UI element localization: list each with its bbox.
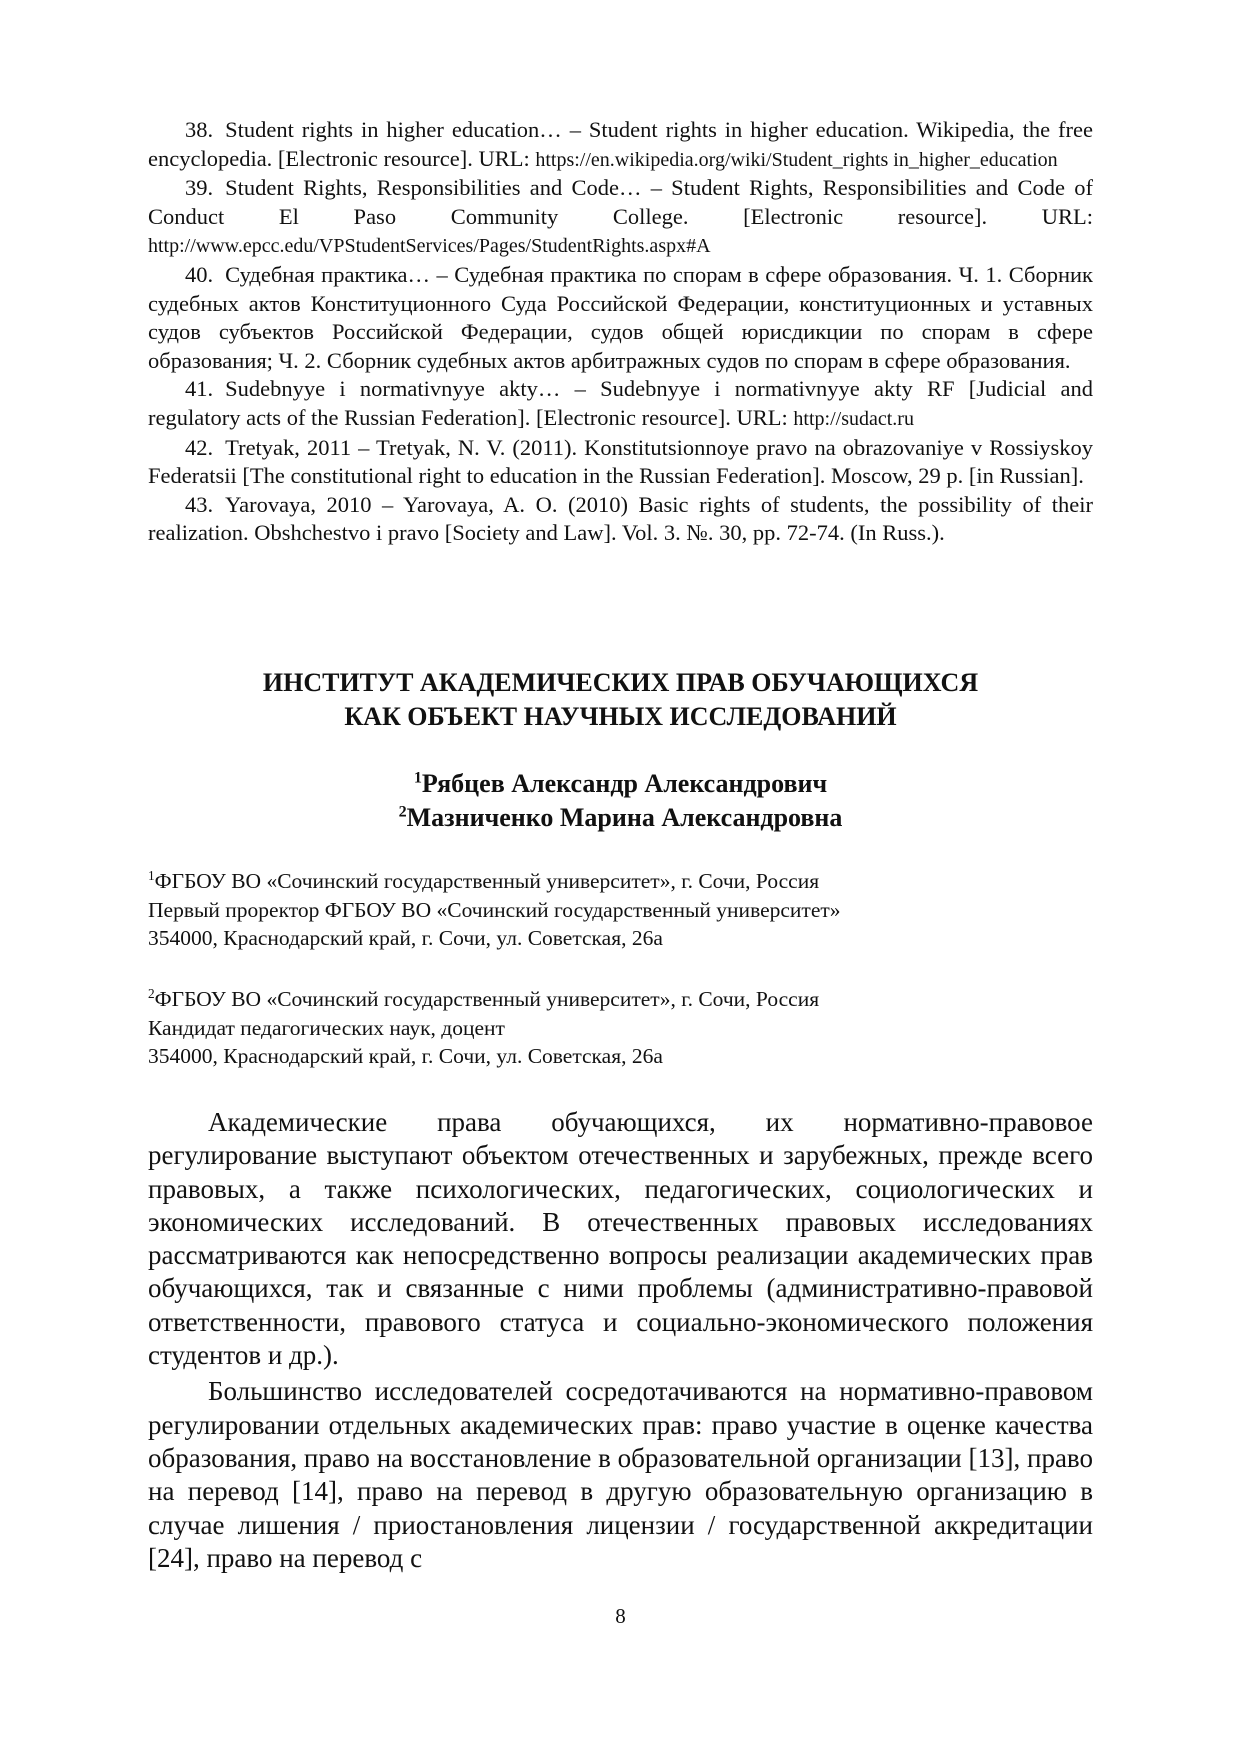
reference-item (148, 375, 1093, 433)
affiliation-line: $^1$ФГБОУ ВО «Сочинский государственный университет», г. Сочи, Россия (148, 868, 820, 893)
author-superscript: 2 (398, 803, 407, 821)
reference-text: Student Rights, Responsibilities and Code… – Student Rights, Responsibilities and Code of Conduct El Paso Community College. [Electronic resource]. URL: (148, 175, 1093, 229)
article-title-line: КАК ОБЪЕКТ НАУЧНЫХ ИССЛЕДОВАНИЙ (344, 702, 897, 731)
reference-number: 39. (185, 175, 214, 201)
reference-number: 43. (185, 491, 214, 517)
affiliation-line: Первый проректор ФГБОУ ВО «Сочинский государственный университет» (148, 897, 841, 922)
author-name: $^2$Мазниченко Марина Александровна (398, 803, 843, 832)
reference-number: 42. (185, 434, 214, 460)
affiliation-block (148, 985, 1093, 1071)
affiliation-line: Кандидат педагогических наук, доцент (148, 1015, 505, 1040)
reference-item (148, 491, 1093, 548)
reference-item (148, 261, 1093, 375)
affiliation-superscript: 1 (148, 868, 155, 884)
reference-item (148, 116, 1093, 174)
reference-item (148, 434, 1093, 491)
author-name: $^1$Рябцев Александр Александрович (413, 769, 828, 798)
author-list (148, 767, 1093, 835)
affiliation-line: $^2$ФГБОУ ВО «Сочинский государственный университет», г. Сочи, Россия (148, 986, 820, 1011)
reference-url[interactable]: https://en.wikipedia.org/wiki/Student_rights in_higher_education (535, 148, 1058, 171)
reference-url[interactable]: http://sudact.ru (793, 407, 914, 430)
affiliation-superscript: 2 (148, 986, 155, 1002)
article-title-line: ИНСТИТУТ АКАДЕМИЧЕСКИХ ПРАВ ОБУЧАЮЩИХСЯ (262, 668, 979, 697)
reference-url[interactable]: http://www.epcc.edu/VPStudentServices/Pages/StudentRights.aspx#A (148, 235, 711, 258)
reference-text: Судебная практика… – Судебная практика по спорам в сфере образования. Ч. 1. Сборник судебных актов Конституционного Суда Российской Федерации, конституционных и уставных судов субъектов Российской Федерации, судов общей юрисдикции по спорам в сфере образования; Ч. 2. Сборник судебных актов арбитражных судов по спорам в сфере образования. (148, 261, 1093, 373)
reference-text: Yarovaya, 2010 – Yarovaya, A. O. (2010) Basic rights of students, the possibility of their realization. Obshchestvo i pravo [Society and Law]. Vol. 3. №. 30, pp. 72-74. (In Russ.). (148, 491, 1093, 546)
affiliation-line: 354000, Краснодарский край, г. Сочи, ул. Советская, 26а (148, 926, 663, 950)
reference-number: 38. (185, 117, 214, 142)
author-superscript: 1 (413, 769, 422, 787)
affiliation-line: 354000, Краснодарский край, г. Сочи, ул. Советская, 26а (148, 1044, 663, 1068)
reference-text: Tretyak, 2011 – Tretyak, N. V. (2011). Konstitutsionnoye pravo na obrazovaniye v Rossiyskoy Federatsii [The constitutional right to education in the Russian Federation]. Moscow, 29 p. [in Russian]. (148, 434, 1093, 489)
body-paragraph: Большинство исследователей сосредотачиваются на нормативно-правовом регулировании отдельных академических прав: право участие в оценке качества образования, право на восстановление в образовательной организации [13], право на перевод [14], право на перевод в другую образовательную организацию в случае лишения / приостановления лицензии / государственной аккредитации [24], право на перевод с (148, 1376, 1093, 1573)
reference-number: 40. (185, 261, 214, 287)
reference-text: Sudebnyye i normativnyye akty… – Sudebnyye i normativnyye akty RF [Judicial and regulatory acts of the Russian Federation]. [Electronic resource]. URL: (148, 376, 1093, 430)
affiliation-block (148, 867, 1093, 953)
page-number: 8 (615, 1604, 626, 1628)
reference-number: 41. (185, 376, 214, 402)
article-title (148, 666, 1093, 734)
article-body (148, 1106, 1093, 1578)
reference-list (148, 116, 1093, 548)
reference-item (148, 174, 1093, 261)
reference-text: Student rights in higher education… – Student rights in higher education. Wikipedia, the free encyclopedia. [Electronic resource]. URL: (148, 117, 1093, 171)
body-paragraph: Академические права обучающихся, их нормативно-правовое регулирование выступают объектом отечественных и зарубежных, прежде всего правовых, а также психологических, педагогических, социологических и экономических исследований. В отечественных правовых исследованиях рассматриваются как непосредственно вопросы реализации академических прав обучающихся, так и связанные с ними проблемы (административно-правовой ответственности, правового статуса и социально-экономического положения студентов и др.). (148, 1107, 1093, 1371)
